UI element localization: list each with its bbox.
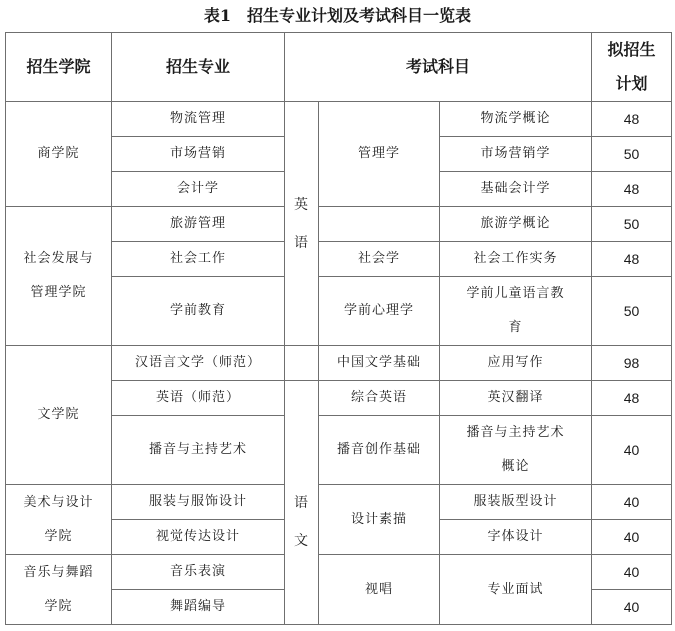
plan-cell: 40 bbox=[592, 416, 672, 485]
major-cell: 视觉传达设计 bbox=[112, 520, 285, 555]
header-plan-line1: 拟招生 bbox=[607, 40, 656, 59]
major-cell: 播音与主持艺术 bbox=[112, 416, 285, 485]
college-line: 美术与设计 bbox=[23, 494, 94, 510]
admission-plan-table bbox=[5, 32, 672, 625]
major-cell: 市场营销 bbox=[112, 137, 285, 172]
plan-cell: 48 bbox=[592, 242, 672, 277]
college-cell bbox=[6, 207, 112, 346]
major-cell: 汉语言文学（师范） bbox=[112, 346, 285, 381]
major-cell: 音乐表演 bbox=[112, 555, 285, 590]
subject3-line: 概论 bbox=[501, 459, 530, 474]
subject3-cell: 字体设计 bbox=[440, 520, 592, 555]
subject2-cell: 设计素描 bbox=[319, 485, 440, 555]
major-cell: 英语（师范） bbox=[112, 381, 285, 416]
subject3-line: 播音与主持艺术 bbox=[466, 425, 565, 440]
subject3-cell: 服装版型设计 bbox=[440, 485, 592, 520]
subject2-cell: 社会学 bbox=[319, 242, 440, 277]
language-char: 英 bbox=[294, 196, 309, 213]
college-line: 社会发展与 bbox=[23, 251, 94, 266]
language-char: 文 bbox=[294, 532, 309, 549]
college-line: 学院 bbox=[44, 528, 73, 544]
header-college: 招生学院 bbox=[6, 33, 112, 102]
table-row bbox=[6, 346, 672, 381]
plan-cell: 98 bbox=[592, 346, 672, 381]
language-cell-empty bbox=[285, 346, 319, 381]
subject3-cell bbox=[440, 277, 592, 346]
table-row bbox=[6, 555, 672, 590]
subject3-cell: 应用写作 bbox=[440, 346, 592, 381]
college-line: 音乐与舞蹈 bbox=[23, 564, 94, 580]
major-cell: 服装与服饰设计 bbox=[112, 485, 285, 520]
plan-cell: 50 bbox=[592, 277, 672, 346]
college-line: 学院 bbox=[44, 598, 73, 614]
subject3-cell: 基础会计学 bbox=[440, 172, 592, 207]
major-cell: 会计学 bbox=[112, 172, 285, 207]
plan-cell: 50 bbox=[592, 137, 672, 172]
table-title: 表1 招生专业计划及考试科目一览表 bbox=[203, 6, 472, 25]
plan-cell: 40 bbox=[592, 590, 672, 625]
language-char: 语 bbox=[294, 494, 309, 511]
table-row bbox=[6, 102, 672, 137]
language-cell bbox=[285, 102, 319, 346]
college-line: 管理学院 bbox=[30, 285, 87, 300]
language-char: 语 bbox=[294, 234, 309, 251]
subject3-line: 育 bbox=[508, 320, 523, 335]
plan-cell: 50 bbox=[592, 207, 672, 242]
major-cell: 社会工作 bbox=[112, 242, 285, 277]
plan-cell: 40 bbox=[592, 520, 672, 555]
header-plan bbox=[592, 33, 672, 102]
header-plan-line2: 计划 bbox=[615, 74, 648, 93]
plan-cell: 40 bbox=[592, 485, 672, 520]
plan-cell: 48 bbox=[592, 102, 672, 137]
major-cell: 物流管理 bbox=[112, 102, 285, 137]
subject2-cell: 播音创作基础 bbox=[319, 416, 440, 485]
subject3-cell: 物流学概论 bbox=[440, 102, 592, 137]
college-cell: 文学院 bbox=[6, 346, 112, 485]
college-cell: 商学院 bbox=[6, 102, 112, 207]
subject3-cell: 专业面试 bbox=[440, 555, 592, 625]
table-row bbox=[6, 207, 672, 242]
subject2-cell: 视唱 bbox=[319, 555, 440, 625]
plan-cell: 48 bbox=[592, 172, 672, 207]
subject3-cell bbox=[440, 416, 592, 485]
subject3-cell: 英汉翻译 bbox=[440, 381, 592, 416]
plan-cell: 48 bbox=[592, 381, 672, 416]
subject3-cell: 社会工作实务 bbox=[440, 242, 592, 277]
subject3-cell: 市场营销学 bbox=[440, 137, 592, 172]
subject2-cell: 综合英语 bbox=[319, 381, 440, 416]
college-cell bbox=[6, 555, 112, 625]
table-row bbox=[6, 485, 672, 520]
subject2-cell: 中国文学基础 bbox=[319, 346, 440, 381]
header-major: 招生专业 bbox=[112, 33, 285, 102]
subject3-cell: 旅游学概论 bbox=[440, 207, 592, 242]
major-cell: 旅游管理 bbox=[112, 207, 285, 242]
plan-cell: 40 bbox=[592, 555, 672, 590]
subject2-cell: 学前心理学 bbox=[319, 277, 440, 346]
language-cell bbox=[285, 381, 319, 625]
subject2-cell bbox=[319, 207, 440, 242]
header-row bbox=[6, 33, 672, 102]
college-cell bbox=[6, 485, 112, 555]
major-cell: 舞蹈编导 bbox=[112, 590, 285, 625]
major-cell: 学前教育 bbox=[112, 277, 285, 346]
subject2-cell: 管理学 bbox=[319, 102, 440, 207]
subject3-line: 学前儿童语言教 bbox=[466, 286, 565, 301]
header-subjects: 考试科目 bbox=[285, 33, 592, 102]
